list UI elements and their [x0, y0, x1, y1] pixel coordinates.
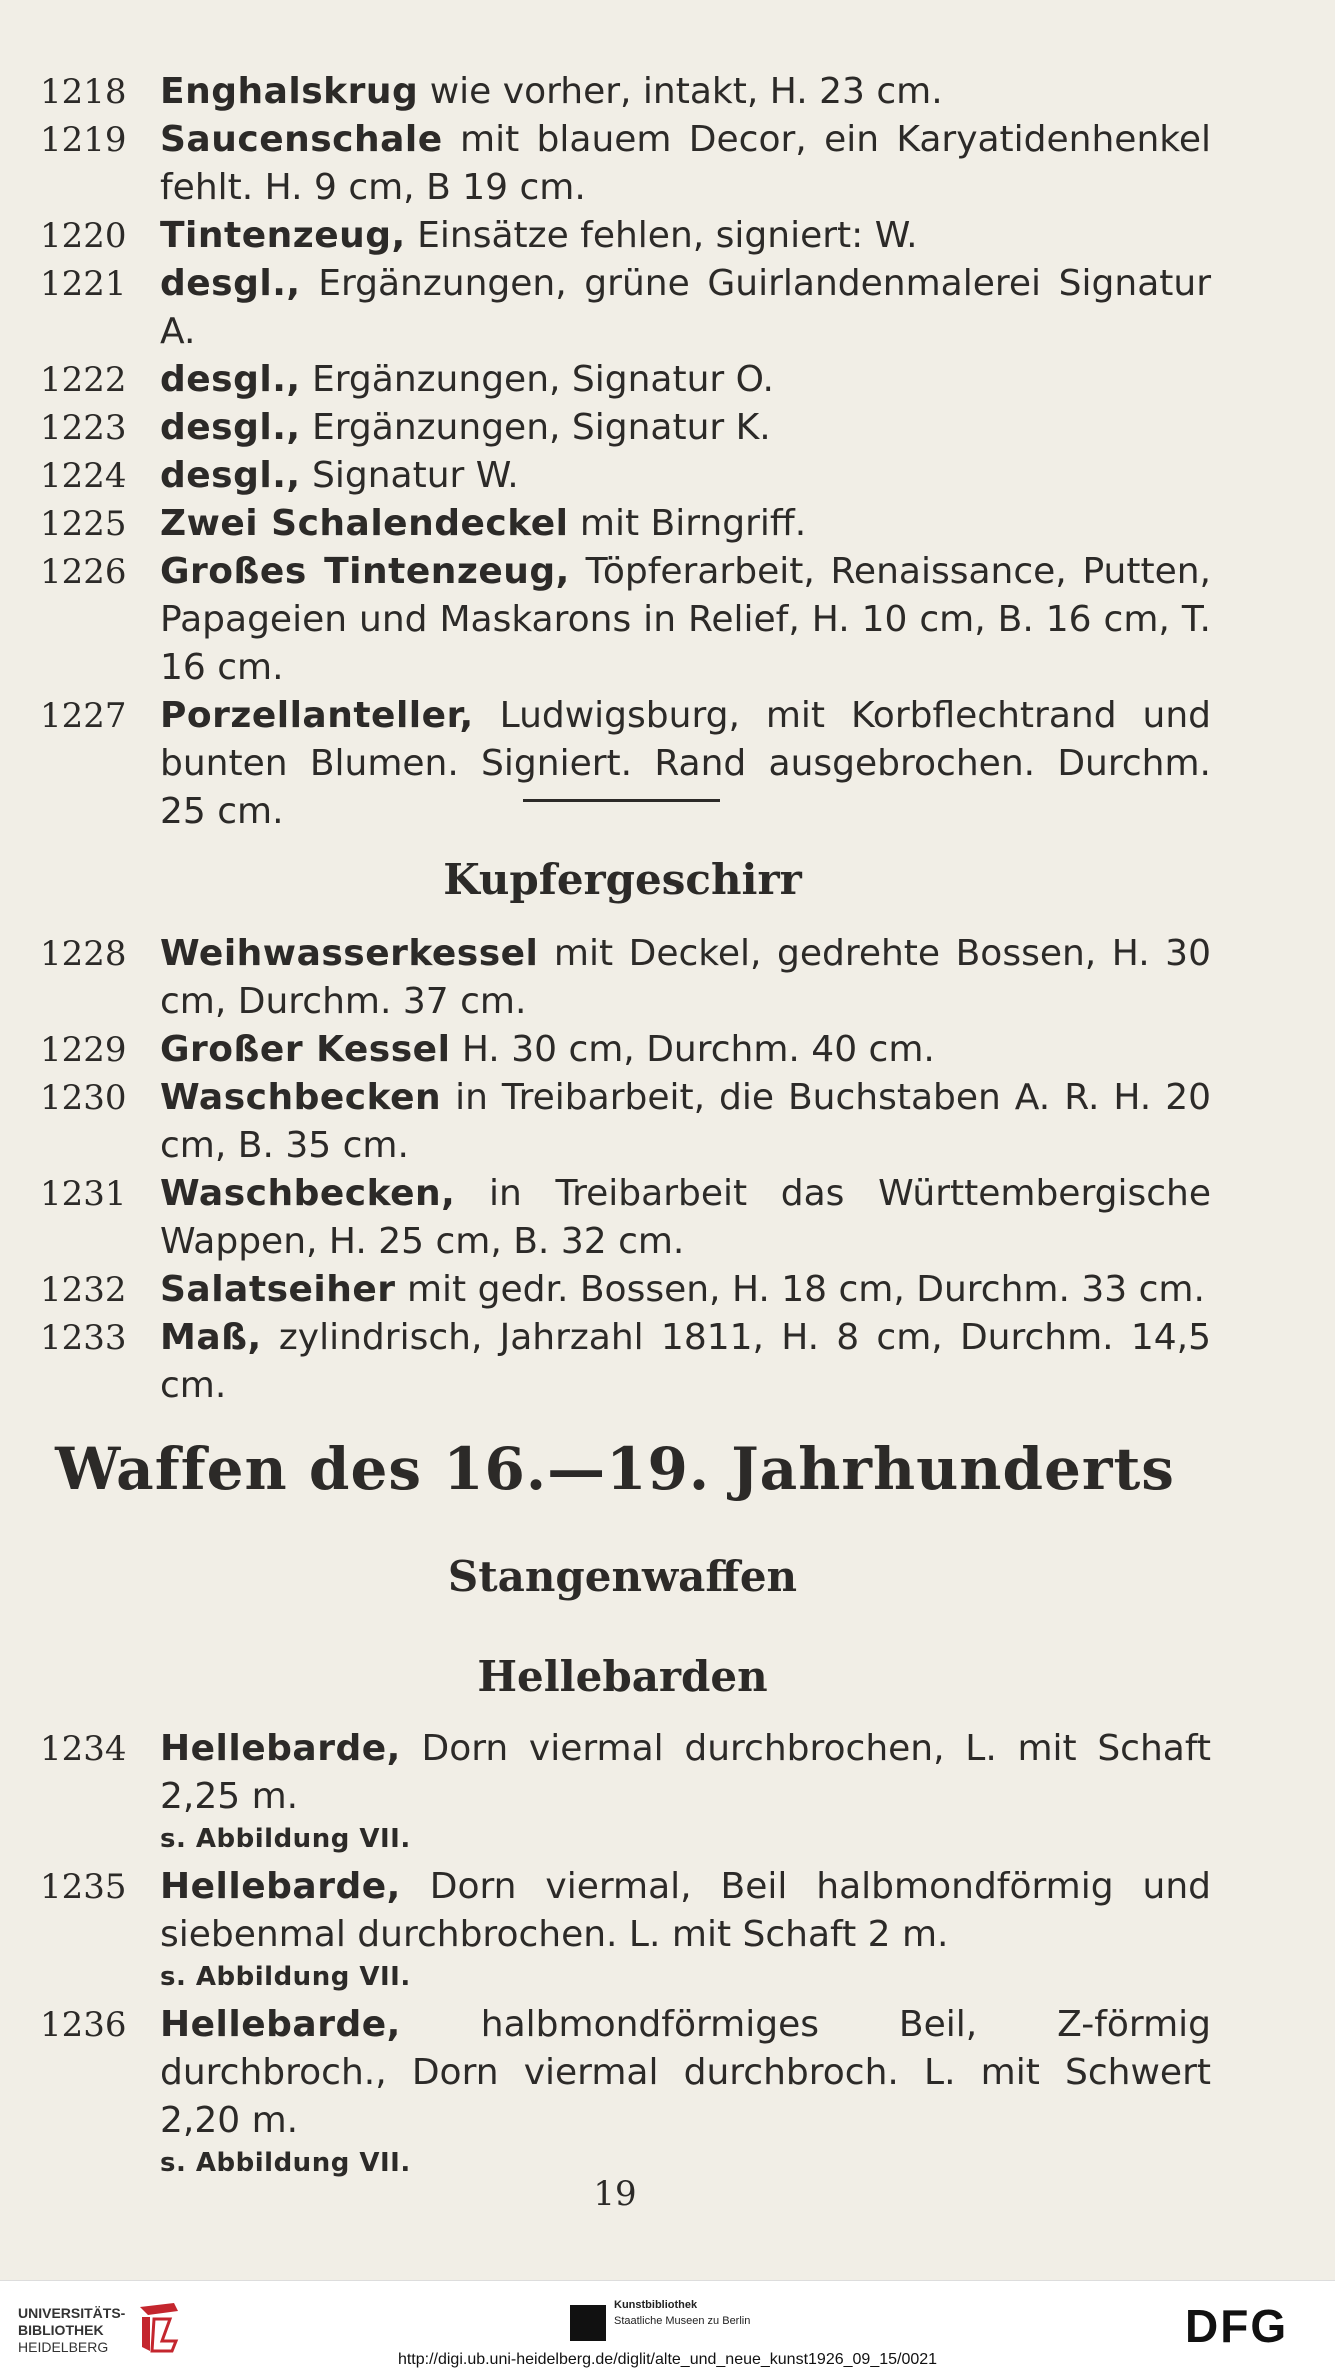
entry-body [160, 1026, 1211, 1074]
entry-description: Dorn viermal durchbrochen, L. mit Schaft 2,25 m. [160, 1728, 1211, 1817]
ub-heidelberg-logo-icon [134, 2301, 184, 2355]
entry-body [160, 212, 1211, 260]
entry-body [160, 692, 1211, 836]
page-url-link[interactable]: http://digi.ub.uni-heidelberg.de/diglit/alte_und_neue_kunst1926_09_15/0021 [397, 2351, 938, 2368]
entry-title: Waschbecken [160, 1077, 442, 1118]
ub-line-1: UNIVERSITÄTS- [18, 2305, 126, 2321]
catalog-entry [36, 212, 1211, 260]
entry-number: 1233 [40, 1318, 127, 1358]
entry-body [160, 260, 1211, 356]
entry-number: 1234 [40, 1729, 127, 1769]
entry-body [160, 1314, 1211, 1410]
catalog-entry [36, 1074, 1211, 1170]
entry-body [160, 452, 1211, 500]
kb-title: Kunstbibliothek [614, 2299, 698, 2311]
entry-description: in Treibarbeit das Württembergische Wappen, H. 25 cm, B. 32 cm. [160, 1173, 1211, 1262]
entry-number: 1226 [40, 552, 127, 592]
catalog-entry [36, 2001, 1211, 2187]
catalog-entry [36, 1725, 1211, 1863]
catalog-entry [36, 116, 1211, 212]
illustration-reference: s. Abbildung VII. [160, 1962, 411, 1992]
entry-title: desgl., [160, 407, 301, 448]
entry-body [160, 116, 1211, 212]
entry-number: 1225 [40, 504, 127, 544]
catalog-entry [36, 692, 1211, 836]
catalog-entry [36, 1314, 1211, 1410]
section-title-weapons: Waffen des 16.—19. Jahrhunderts [55, 1435, 1175, 1503]
catalog-entry [36, 356, 1211, 404]
entry-title: Maß, [160, 1317, 262, 1358]
entry-number: 1236 [40, 2005, 127, 2045]
entry-description: mit gedr. Bossen, H. 18 cm, Durchm. 33 cm. [395, 1269, 1205, 1310]
entry-number: 1220 [40, 216, 127, 256]
entry-description: halbmondförmiges Beil, Z-förmig durchbroch., Dorn viermal durchbroch. L. mit Schwert 2,20 m. [160, 2004, 1211, 2141]
entry-body [160, 1074, 1211, 1170]
entry-title: Enghalskrug [160, 71, 419, 112]
kb-subtitle: Staatliche Museen zu Berlin [614, 2315, 751, 2327]
entry-number: 1230 [40, 1078, 127, 1118]
entry-description: mit Deckel, gedrehte Bossen, H. 30 cm, Durchm. 37 cm. [160, 933, 1211, 1022]
illustration-reference: s. Abbildung VII. [160, 1824, 411, 1854]
catalog-entry [36, 930, 1211, 1026]
entry-description: Signatur W. [300, 455, 519, 496]
entry-number: 1219 [40, 120, 127, 160]
entry-number: 1229 [40, 1030, 127, 1070]
entry-description: Dorn viermal, Beil halbmondförmig und siebenmal durchbrochen. L. mit Schaft 2 m. [160, 1866, 1211, 1955]
entry-body [160, 500, 1211, 548]
catalog-entry [36, 68, 1211, 116]
entry-number: 1224 [40, 456, 127, 496]
entry-title: Weihwasserkessel [160, 933, 539, 974]
entry-description: Ludwigsburg, mit Korbflechtrand und bunten Blumen. Signiert. Rand ausgebrochen. Durchm. 25 cm. [160, 695, 1211, 832]
entry-description: Einsätze fehlen, signiert: W. [405, 215, 918, 256]
catalog-entry [36, 260, 1211, 356]
entry-title: Hellebarde, [160, 1728, 401, 1769]
entry-number: 1223 [40, 408, 127, 448]
entry-description: Ergänzungen, Signatur K. [300, 407, 771, 448]
entry-number: 1218 [40, 72, 127, 112]
entry-description: Töpferarbeit, Renaissance, Putten, Papageien und Maskarons in Relief, H. 10 cm, B. 16 cm, T. 16 cm. [160, 551, 1211, 688]
entry-number: 1231 [40, 1174, 127, 1214]
catalog-entry [36, 404, 1211, 452]
kunstbibliothek-logo-icon [570, 2305, 606, 2341]
entry-title: Tintenzeug, [160, 215, 406, 256]
entry-description: mit Birngriff. [568, 503, 807, 544]
section-title-copper: Kupfergeschirr [443, 855, 802, 904]
entry-body [160, 1863, 1211, 2001]
entry-number: 1221 [40, 264, 127, 304]
entry-description: H. 30 cm, Durchm. 40 cm. [450, 1029, 935, 1070]
entry-body [160, 1725, 1211, 1863]
entry-body [160, 930, 1211, 1026]
catalog-entry [36, 1026, 1211, 1074]
kunstbibliothek-text [614, 2297, 750, 2329]
catalog-entry [36, 1863, 1211, 2001]
entry-body [160, 356, 1211, 404]
entry-description: in Treibarbeit, die Buchstaben A. R. H. 20 cm, B. 35 cm. [160, 1077, 1211, 1166]
dfg-logo: DFG [1185, 2300, 1289, 2352]
entry-title: Zwei Schalendeckel [160, 503, 569, 544]
entry-title: Salatseiher [160, 1269, 396, 1310]
entry-title: desgl., [160, 263, 301, 304]
ub-line-3: HEIDELBERG [18, 2339, 109, 2355]
catalog-entry [36, 500, 1211, 548]
illustration-reference: s. Abbildung VII. [160, 2148, 411, 2178]
entries-copper [36, 930, 1211, 1410]
entry-number: 1232 [40, 1270, 127, 1310]
entry-body [160, 68, 1211, 116]
entry-description: Ergänzungen, Signatur O. [300, 359, 774, 400]
entry-number: 1235 [40, 1867, 127, 1907]
entry-body [160, 548, 1211, 692]
page-number: 19 [593, 2174, 637, 2214]
entry-title: Waschbecken, [160, 1173, 456, 1214]
entry-description: mit blauem Decor, ein Karyatidenhenkel fehlt. H. 9 cm, B 19 cm. [160, 119, 1211, 208]
entry-number: 1228 [40, 934, 127, 974]
entry-title: Großes Tintenzeug, [160, 551, 570, 592]
entries-ceramics [36, 68, 1211, 836]
entry-title: Saucenschale [160, 119, 443, 160]
entry-title: desgl., [160, 455, 301, 496]
entry-title: Porzellanteller, [160, 695, 474, 736]
ub-line-2: BIBLIOTHEK [18, 2322, 104, 2338]
catalog-entry [36, 1266, 1211, 1314]
entry-description: wie vorher, intakt, H. 23 cm. [418, 71, 943, 112]
catalog-entry [36, 452, 1211, 500]
entry-title: Großer Kessel [160, 1029, 451, 1070]
section-divider [523, 799, 720, 802]
entry-description: Ergänzungen, grüne Guirlandenmalerei Signatur A. [160, 263, 1211, 352]
ub-heidelberg-text [18, 2305, 125, 2356]
entry-number: 1222 [40, 360, 127, 400]
entry-body [160, 2001, 1211, 2187]
entry-description: zylindrisch, Jahrzahl 1811, H. 8 cm, Durchm. 14,5 cm. [160, 1317, 1211, 1406]
catalog-entry [36, 548, 1211, 692]
entry-title: desgl., [160, 359, 301, 400]
entry-number: 1227 [40, 696, 127, 736]
entry-body [160, 1170, 1211, 1266]
section-title-polearms: Stangenwaffen [447, 1552, 798, 1601]
entries-halberds [36, 1725, 1211, 2187]
entry-title: Hellebarde, [160, 1866, 401, 1907]
entry-body [160, 1266, 1211, 1314]
entry-title: Hellebarde, [160, 2004, 401, 2045]
catalog-entry [36, 1170, 1211, 1266]
section-title-halberds: Hellebarden [477, 1652, 768, 1701]
entry-body [160, 404, 1211, 452]
footer-bar [0, 2280, 1335, 2375]
